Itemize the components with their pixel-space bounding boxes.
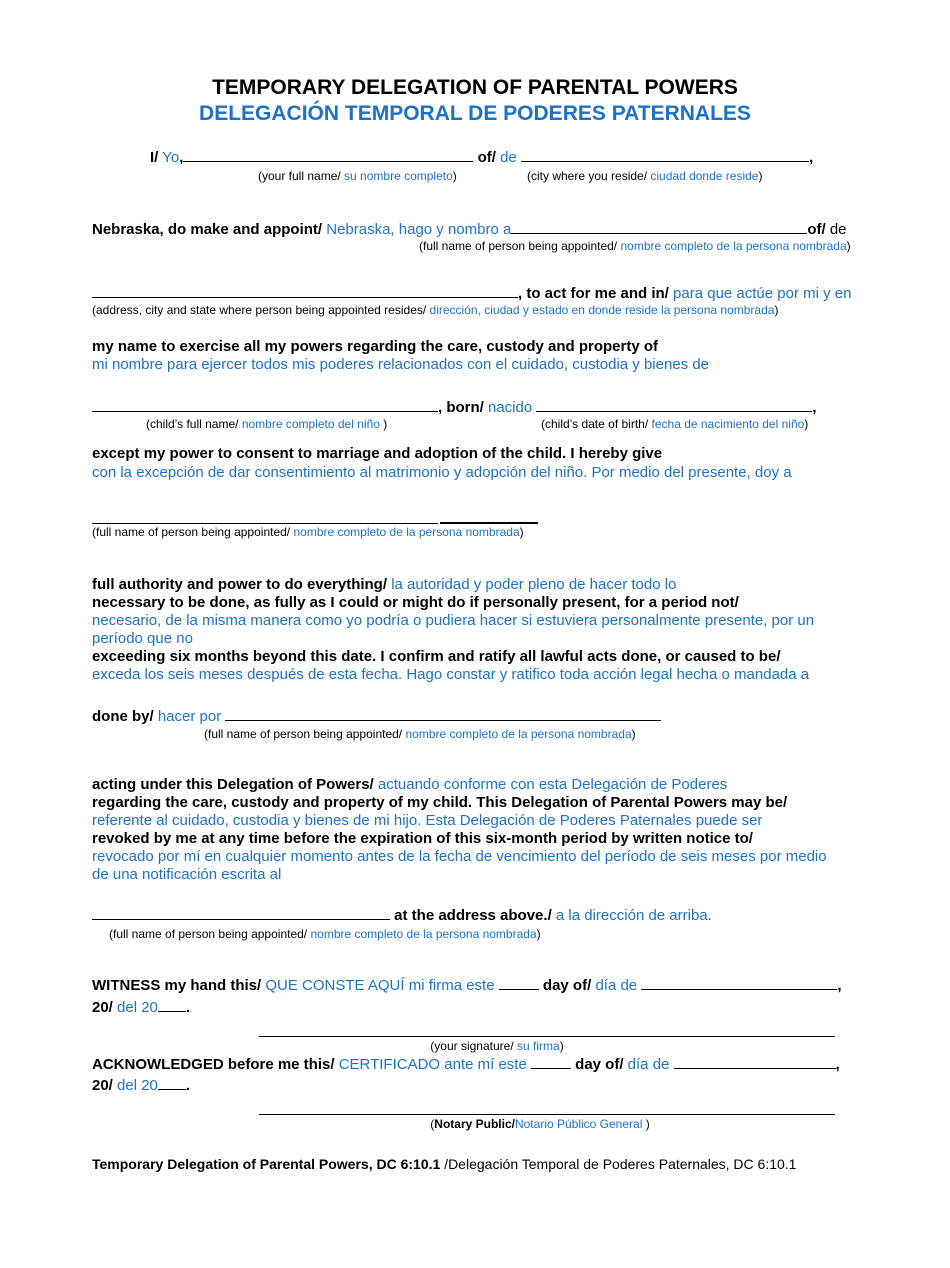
your-full-name-field[interactable] <box>183 161 473 162</box>
ack-year-field[interactable] <box>158 1089 186 1090</box>
footer: Temporary Delegation of Parental Powers, DC 6:10.1 /Delegación Temporal de Poderes Paternales, DC 6:10.1 <box>92 1156 797 1172</box>
label-i: I/ <box>150 149 159 166</box>
appointee-address-field[interactable] <box>92 297 518 298</box>
caption-signature: (your signature/ su firma) <box>430 1039 564 1053</box>
appointee-name-field-2-ext[interactable] <box>440 522 538 524</box>
authority-text-es: necesario, de la misma manera como yo podría o pudiera hacer si estuviera personalmente presente, por un <box>92 612 815 629</box>
caption-address: (address, city and state where person being appointed resides/ dirección, ciudad y estado en donde reside la persona nombrada) <box>92 303 779 317</box>
exception-text: except my power to consent to marriage and adoption of the child. I hereby give <box>92 445 663 462</box>
notice-name-field[interactable] <box>92 919 390 920</box>
label-de: de <box>500 149 517 166</box>
ack-month-field[interactable] <box>674 1068 836 1069</box>
witness-row: WITNESS my hand this/ QUE CONSTE AQUÍ mi firma este day of/ día de , <box>92 977 842 994</box>
acting-text: acting under this Delegation of Powers/ actuando conforme con esta Delegación de Poderes <box>92 776 728 793</box>
powers-text: my name to exercise all my powers regarding the care, custody and property of <box>92 338 659 355</box>
label-appoint: Nebraska, do make and appoint/ <box>92 221 323 238</box>
caption-appointee-name-2: (full name of person being appointed/ nombre completo de la persona nombrada) <box>92 525 524 539</box>
name-city-row: I/ Yo, of/ de , <box>150 149 814 166</box>
appoint-row: Nebraska, do make and appoint/ Nebraska, hago y nombro a of/ de <box>92 221 847 238</box>
child-name-field[interactable] <box>92 411 438 412</box>
witness-month-field[interactable] <box>641 989 837 990</box>
authority-text-2: necessary to be done, as fully as I could or might do if personally present, for a period not/ <box>92 594 739 611</box>
revoke-text: revoked by me at any time before the expiration of this six-month period by written notice to/ <box>92 830 753 847</box>
caption-child-name: (child’s full name/ nombre completo del niño ) <box>146 417 388 431</box>
caption-notice-name: (full name of person being appointed/ nombre completo de la persona nombrada) <box>109 927 541 941</box>
ack-day-field[interactable] <box>531 1068 571 1069</box>
caption-notary: (Notary Public/Notario Público General ) <box>430 1117 650 1131</box>
caption-done-by: (full name of person being appointed/ nombre completo de la persona nombrada) <box>204 727 636 741</box>
authority-text: full authority and power to do everything/ la autoridad y poder pleno de hacer todo lo <box>92 576 677 593</box>
notary-signature-line[interactable] <box>259 1114 835 1115</box>
caption-your-name: (your full name/ su nombre completo) <box>258 169 457 183</box>
done-by-row: done by/ hacer por <box>92 708 661 725</box>
label-yo: Yo <box>162 149 180 166</box>
page-title-spanish: DELEGACIÓN TEMPORAL DE PODERES PATERNALES <box>199 102 751 125</box>
acting-text-es: referente al cuidado, custodia y bienes de mi hijo. Esta Delegación de Poderes Paternales puede ser <box>92 812 763 829</box>
ack-year-row: 20/ del 20 . <box>92 1077 191 1094</box>
ratify-text-es: exceda los seis meses después de esta fecha. Hago constar y ratifico toda acción legal hecha o mandada a <box>92 666 810 683</box>
ratify-text: exceeding six months beyond this date. I confirm and ratify all lawful acts done, or caused to be/ <box>92 648 781 665</box>
witness-year-field[interactable] <box>158 1011 186 1012</box>
acknowledged-row: ACKNOWLEDGED before me this/ CERTIFICADO ante mí este day of/ día de , <box>92 1056 840 1073</box>
authority-text-es-2: período que no <box>92 630 193 647</box>
child-row: , born/ nacido , <box>92 399 817 416</box>
appointee-name-field-2[interactable] <box>92 523 438 524</box>
label-of: of/ <box>477 149 496 166</box>
witness-year-row: 20/ del 20 . <box>92 999 191 1016</box>
label-appoint-es: Nebraska, hago y nombro a <box>326 221 512 238</box>
city-of-residence-field[interactable] <box>521 161 809 162</box>
child-birthdate-field[interactable] <box>536 411 812 412</box>
address-row: , to act for me and in/ para que actúe por mi y en <box>92 285 851 302</box>
signature-line[interactable] <box>259 1036 835 1037</box>
caption-appointee-name: (full name of person being appointed/ nombre completo de la persona nombrada) <box>419 239 851 253</box>
done-by-name-field[interactable] <box>225 720 661 721</box>
caption-child-dob: (child’s date of birth/ fecha de nacimiento del niño) <box>541 417 809 431</box>
revoke-text-es-2: de una notificación escrita al <box>92 866 282 883</box>
page-title: TEMPORARY DELEGATION OF PARENTAL POWERS <box>212 76 738 99</box>
powers-text-es: mi nombre para ejercer todos mis poderes relacionados con el cuidado, custodia y bienes de <box>92 356 710 373</box>
caption-city: (city where you reside/ ciudad donde reside) <box>527 169 763 183</box>
witness-day-field[interactable] <box>499 989 539 990</box>
acting-text-2: regarding the care, custody and property of my child. This Delegation of Parental Powers may be/ <box>92 794 788 811</box>
revoke-text-es: revocado por mí en cualquier momento antes de la fecha de vencimiento del período de seis meses por medio <box>92 848 827 865</box>
notice-row: at the address above./ a la dirección de arriba. <box>92 907 712 924</box>
appointee-name-field[interactable] <box>511 233 807 234</box>
exception-text-es: con la excepción de dar consentimiento al matrimonio y adopción del niño. Por medio del presente, doy a <box>92 464 792 481</box>
